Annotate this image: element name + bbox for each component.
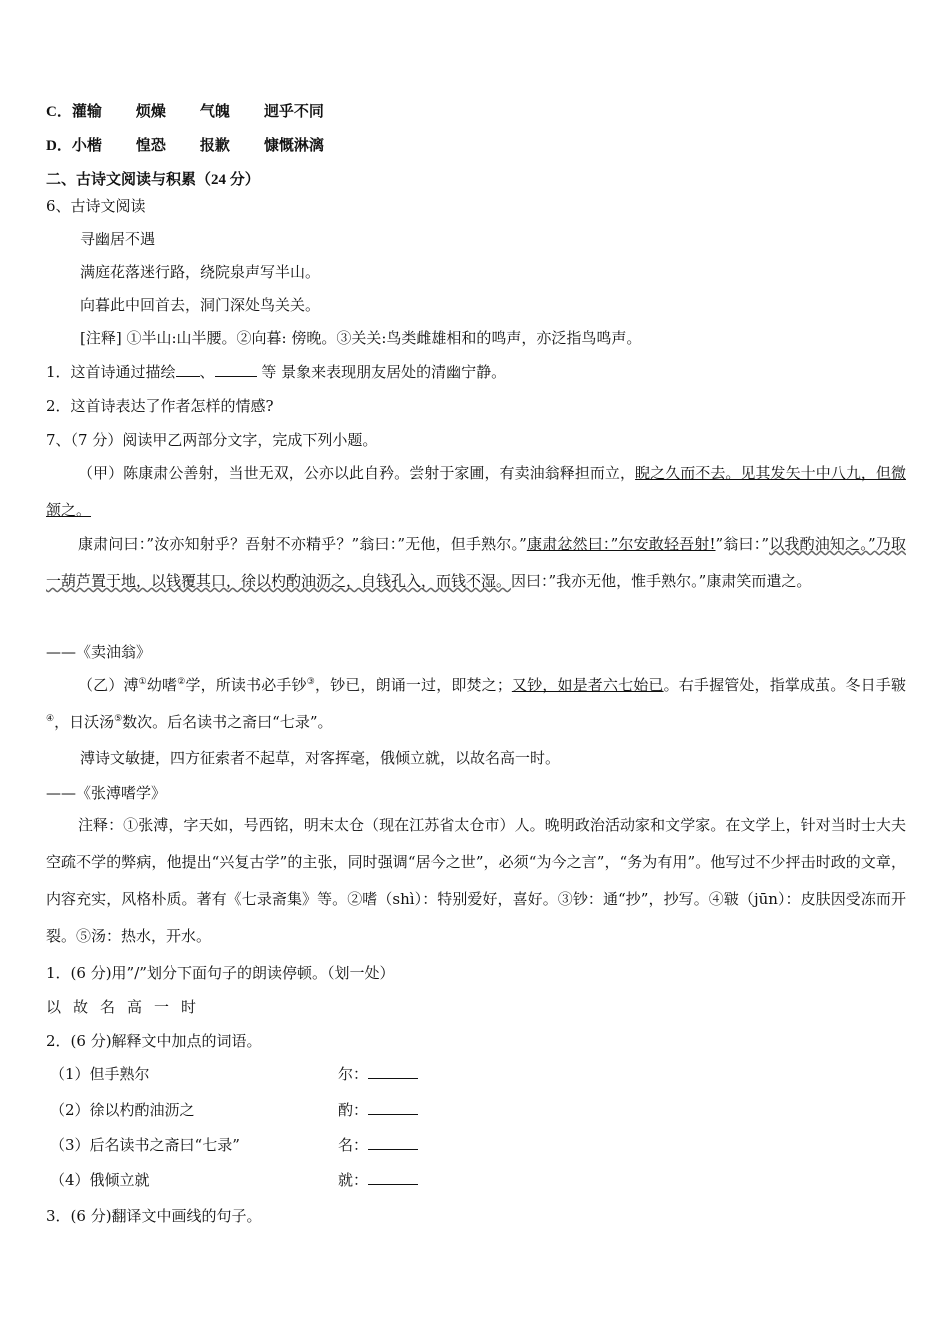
pause-sentence[interactable]: 以故名高一时	[46, 998, 209, 1016]
answer-blank[interactable]	[215, 362, 257, 377]
passage-text: （甲）陈康肃公善射，当世无双，公亦以此自矜。尝射于家圃，有卖油翁释担而立，	[78, 464, 636, 482]
option-d-word: 小楷	[71, 138, 102, 154]
answer-blank[interactable]	[176, 362, 200, 377]
jia-paragraph-2	[46, 526, 906, 600]
passage-text: ，钞已，朗诵一过，即焚之；	[314, 676, 512, 694]
answer-blank[interactable]	[368, 1170, 418, 1185]
answer-blank[interactable]	[368, 1100, 418, 1115]
word-item	[50, 1170, 910, 1190]
option-c-word: 迥乎不同	[263, 104, 324, 120]
word-item-question: （4）俄倾立就	[50, 1171, 150, 1189]
word-item-answer	[338, 1100, 418, 1120]
word-item	[50, 1100, 910, 1120]
word-item-label: 尔：	[338, 1065, 369, 1083]
word-item	[50, 1135, 910, 1155]
passage-text: 幼嗜	[146, 676, 178, 694]
word-item-label: 就：	[338, 1171, 369, 1189]
option-c-label: C．	[46, 104, 72, 120]
poem-line: 满庭花落迷行路，绕院泉声写半山。	[80, 263, 321, 281]
option-c-word: 气魄	[199, 104, 230, 120]
poem-note: [注释] ①半山:山半腰。②向暮: 傍晚。③关关:鸟类雌雄相和的鸣声，亦泛指鸟鸣声。	[80, 329, 642, 347]
underlined-sentence: 睨之久而不去。见其发矢十中八九，但微颔之。	[46, 464, 906, 519]
passage-text: ，日沃汤	[54, 713, 115, 731]
source-citation: ——《张溥嗜学》	[46, 784, 167, 802]
poem-line: 向暮此中回首去，洞门深处鸟关关。	[80, 296, 321, 314]
word-item-answer	[338, 1135, 418, 1155]
word-item-label: 酌：	[338, 1101, 369, 1119]
q7-sub3: 3．(6 分)翻译文中画线的句子。	[46, 1207, 262, 1225]
passage-text: 学，所读书必手钞	[185, 676, 307, 694]
answer-blank[interactable]	[368, 1135, 418, 1150]
yi-paragraph-1	[46, 667, 906, 741]
passage-text: 数次。后名读书之斋曰“七录”。	[122, 713, 333, 731]
option-c	[46, 102, 910, 122]
q6-sub1-sep: 、	[199, 363, 215, 381]
word-item-question: （2）徐以杓酌油沥之	[50, 1101, 195, 1119]
source-citation: ——《卖油翁》	[46, 643, 152, 661]
section-title: 二、古诗文阅读与积累（24 分）	[46, 172, 260, 188]
word-item-answer	[338, 1170, 418, 1190]
word-item-question: （3）后名读书之斋曰“七录”	[50, 1136, 240, 1154]
footnote-marker: ②	[177, 677, 186, 687]
passage-text: 。右手握管处，指掌成茧。冬日手皲	[663, 676, 906, 694]
word-item-label: 名：	[338, 1136, 369, 1154]
q6-sub2: 2．这首诗表达了作者怎样的情感?	[46, 397, 274, 415]
q7-sub1: 1．(6 分)用”/”划分下面句子的朗读停顿。（划一处）	[46, 964, 395, 982]
yi-notes: 注释：①张溥，字天如，号西铭，明末太仓（现在江苏省太仓市）人。晚明政治活动家和文学家。在文学上，针对当时士大夫空疏不学的弊病，他提出“兴复古学”的主张，同时强调“居今之世”，必须“为今之言”，“务为有用”。他写过不少抨击时政的文章，内容充实，风格朴质。著有《七录斋集》等。②嗜（shì）：特别爱好，喜好。③钞：通“抄”，抄写。④皲（jūn）：皮肤因受冻而开裂。⑤汤：热水，开水。	[46, 816, 906, 945]
yi-paragraph-2: 溥诗文敏捷，四方征索者不起草，对客挥毫，俄倾立就，以故名高一时。	[80, 749, 561, 767]
footnote-marker: ④	[46, 714, 55, 724]
q6-sub1-text: 等 景象来表现朋友居处的清幽宁静。	[256, 363, 507, 381]
q6-heading: 6、古诗文阅读	[46, 197, 146, 215]
option-c-word: 烦燥	[135, 104, 166, 120]
poem-title: 寻幽居不遇	[80, 230, 156, 248]
option-c-word: 灌输	[71, 104, 102, 120]
q7-sub2: 2．(6 分)解释文中加点的词语。	[46, 1032, 262, 1050]
underlined-sentence: 康肃忿然曰：”尔安敢轻吾射!	[526, 535, 716, 553]
option-d-label: D．	[46, 138, 72, 154]
passage-text: 因曰：”我亦无他，惟手熟尔。”康肃笑而遣之。	[511, 572, 812, 590]
word-item-answer	[338, 1064, 418, 1084]
footnote-marker: ①	[138, 677, 147, 687]
underlined-sentence: 又钞，如是者六七始已	[511, 676, 664, 694]
jia-paragraph-1	[46, 455, 906, 529]
option-d	[46, 136, 910, 156]
q6-sub1-text: 1．这首诗通过描绘	[46, 363, 176, 381]
answer-blank[interactable]	[368, 1064, 418, 1079]
word-item-question: （1）但手熟尔	[50, 1065, 150, 1083]
option-d-word: 慷慨淋漓	[263, 138, 324, 154]
passage-text: ”翁曰：”	[715, 535, 770, 553]
q6-sub1	[46, 362, 910, 382]
footnote-marker: ⑤	[114, 714, 123, 724]
wavy-underlined-sentence: 以我酌油知之。”乃取一葫芦置于地，以钱覆其口，徐以杓酌油沥之，自钱孔入，而钱不湿。	[46, 535, 906, 590]
passage-text: （乙）溥	[78, 676, 139, 694]
option-d-word: 报歉	[199, 138, 230, 154]
q7-heading: 7、（7 分）阅读甲乙两部分文字，完成下列小题。	[46, 431, 378, 449]
option-d-word: 惶恐	[135, 138, 166, 154]
word-item	[50, 1064, 910, 1084]
passage-text: 康肃问曰：”汝亦知射乎？吾射不亦精乎？”翁曰：”无他，但手熟尔。”	[78, 535, 527, 553]
footnote-marker: ③	[306, 677, 315, 687]
